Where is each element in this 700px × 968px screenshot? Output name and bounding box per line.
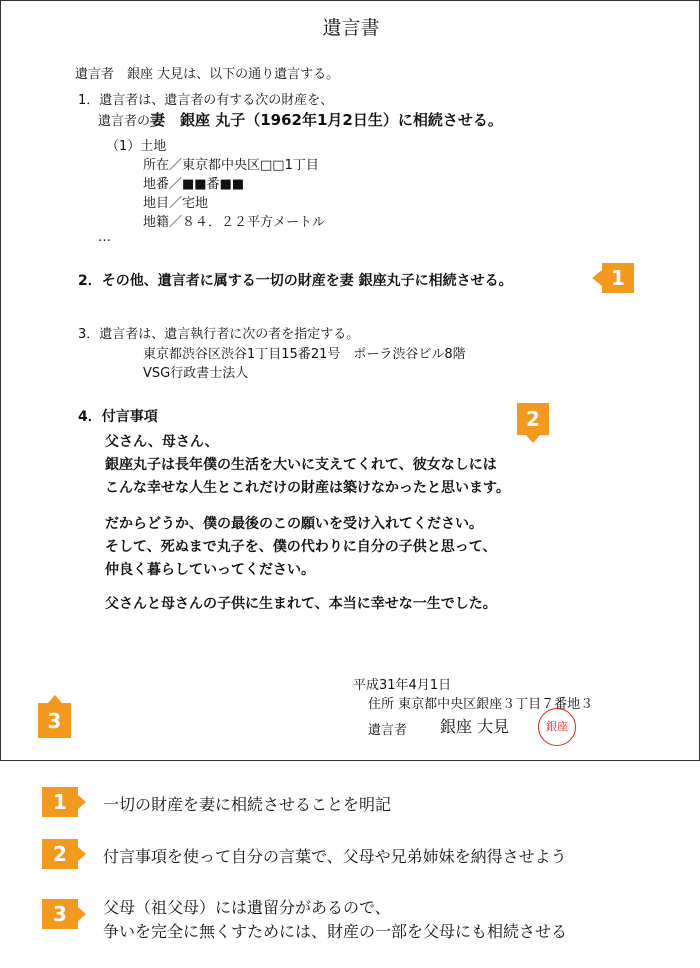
ellipsis: … xyxy=(98,230,111,245)
message-line-7: 父さんと母さんの子供に生まれて、本当に幸せな一生でした。 xyxy=(105,596,497,612)
seal-text: 銀座 xyxy=(546,720,568,733)
signer-name: 銀座 大見 xyxy=(440,717,510,736)
message-line-1: 父さん、母さん、 xyxy=(105,434,219,450)
note-3-line1: 父母（祖父母）には遺留分があるので、 xyxy=(103,898,391,917)
clause1-line1: 1．遺言者は、遺言者の有する次の財産を、 xyxy=(78,93,334,108)
clause1-line2-bold: 妻 銀座 丸子（1962年1月2日生）に相続させる。 xyxy=(150,111,503,129)
clause1-subheading: （1）土地 xyxy=(106,139,167,154)
clause2-line: 2．その他、遺言者に属する一切の財産を妻 銀座丸子に相続させる。 xyxy=(78,273,513,289)
clause3-line1: 3．遺言者は、遺言執行者に次の者を指定する。 xyxy=(78,327,360,342)
note-3-line2: 争いを完全に無くすためには、財産の一部を父母にも相続させる xyxy=(103,922,568,941)
note-3-badge: 3 xyxy=(42,899,78,929)
badge-3: 3 xyxy=(38,703,71,738)
badge-1: 1 xyxy=(602,263,634,293)
message-line-6: 仲良く暮らしていってください。 xyxy=(105,562,315,578)
executor-address: 東京都渋谷区渋谷1丁目15番21号 ポーラ渋谷ビル8階 xyxy=(143,347,466,362)
message-line-4: だからどうか、僕の最後のこの願いを受け入れてください。 xyxy=(105,516,483,532)
note-1-badge: 1 xyxy=(42,787,78,817)
land-category: 地目／宅地 xyxy=(143,196,209,211)
will-date: 平成31年4月1日 xyxy=(353,678,452,693)
executor-name: VSG行政書士法人 xyxy=(143,366,249,381)
message-line-3: こんな幸せな人生とこれだけの財産は築けなかったと思います。 xyxy=(105,480,510,496)
seal-stamp xyxy=(538,708,576,746)
clause1-line2 xyxy=(98,109,503,130)
clause1-line2-prefix: 遺言者の xyxy=(98,114,151,129)
note-2-badge: 2 xyxy=(42,839,78,869)
note-2-text: 付言事項を使って自分の言葉で、父母や兄弟姉妹を納得させよう xyxy=(103,847,567,866)
document-title: 遺言書 xyxy=(322,17,380,39)
land-lot-number: 地番／■■番■■ xyxy=(143,177,245,192)
intro-line: 遺言者 銀座 大見は、以下の通り遺言する。 xyxy=(75,67,340,82)
note-1-text: 一切の財産を妻に相続させることを明記 xyxy=(103,795,392,814)
land-location: 所在／東京都中央区□□1丁目 xyxy=(143,158,319,173)
signer-label: 遺言者 xyxy=(368,723,408,738)
badge-2: 2 xyxy=(517,403,549,435)
message-line-5: そして、死ぬまで丸子を、僕の代わりに自分の子供と思って、 xyxy=(105,539,497,555)
message-line-2: 銀座丸子は長年僕の生活を大いに支えてくれて、彼女なしには xyxy=(105,457,497,473)
land-area: 地籍／８４．２２平方メートル xyxy=(143,215,326,230)
clause4-heading: 4．付言事項 xyxy=(78,409,158,425)
testator-address: 住所 東京都中央区銀座３丁目７番地３ xyxy=(368,697,594,712)
